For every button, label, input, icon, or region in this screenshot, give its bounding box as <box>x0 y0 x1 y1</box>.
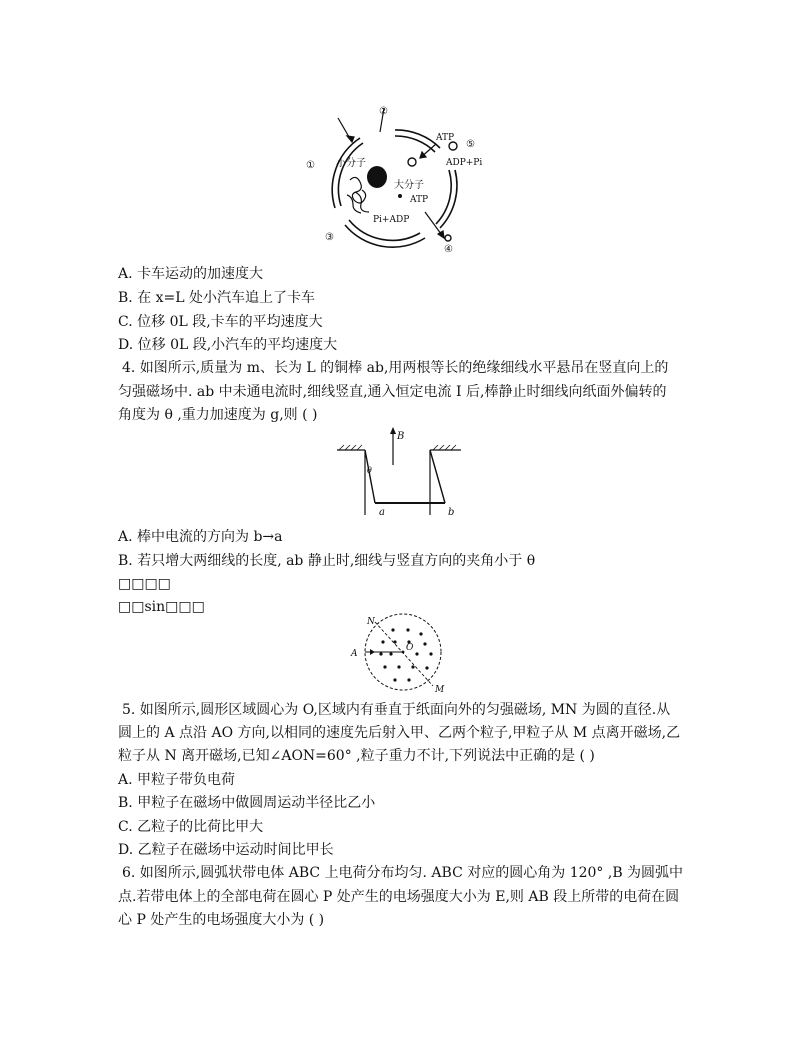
label-b-field: B <box>397 431 405 442</box>
q5-option-a: A. 甲粒子带负电荷 <box>118 772 236 788</box>
label-small-molecule: 小分子 <box>336 158 366 169</box>
label-n: N <box>367 617 375 627</box>
label-large-molecule: 大分子 <box>394 180 424 191</box>
label-n2: ② <box>379 106 388 117</box>
q6-stem-line-3: 心 P 处产生的电场强度大小为 ( ) <box>118 912 325 928</box>
label-b: b <box>448 507 455 518</box>
q5-option-d: D. 乙粒子在磁场中运动时间比甲长 <box>118 842 334 858</box>
label-o: O <box>406 643 414 653</box>
q5-stem-line-3: 粒子从 N 离开磁场,已知∠AON=60° ,粒子重力不计,下列说法中正确的是 ( ) <box>118 748 595 764</box>
q5-stem-line-2: 圆上的 A 点沿 AO 方向,以相同的速度先后射入甲、乙两个粒子,甲粒子从 M 点离开磁场,乙 <box>118 725 681 741</box>
label-n4: ④ <box>444 244 453 255</box>
q6-stem-line-2: 点.若带电体上的全部电荷在圆心 P 处产生的电场强度大小为 E,则 AB 段上所带的电荷在圆 <box>118 889 680 905</box>
hanging-rod-figure <box>335 425 465 520</box>
label-a-point: A <box>351 649 358 659</box>
label-m: M <box>435 685 445 695</box>
q5-option-c: C. 乙粒子的比荷比甲大 <box>118 819 264 835</box>
cell-transport-figure <box>300 100 500 260</box>
q4-garbled-line-1: □□□□ <box>118 576 171 592</box>
q6-stem-line-1: 6. 如图所示,圆弧状带电体 ABC 上电荷分布均匀. ABC 对应的圆心角为 120° ,B 为圆弧中 <box>122 865 684 881</box>
label-n3: ③ <box>325 232 334 243</box>
q4-garbled-line-2: □□sin□□□ <box>118 599 205 615</box>
q3-option-d: D. 位移 0L 段,小汽车的平均速度大 <box>118 337 338 353</box>
q4-option-b: B. 若只增大两细线的长度, ab 静止时,细线与竖直方向的夹角小于 θ <box>118 553 536 569</box>
q3-option-a: A. 卡车运动的加速度大 <box>118 266 264 282</box>
q5-stem-line-1: 5. 如图所示,圆形区域圆心为 O,区域内有垂直于纸面向外的匀强磁场, MN 为圆的直径.从 <box>122 702 671 718</box>
label-pi-adp: Pi+ADP <box>373 215 410 225</box>
q4-stem-line-2: 匀强磁场中. ab 中未通电流时,细线竖直,通入恒定电流 I 后,棒静止时细线向纸面外偏转的 <box>118 384 667 400</box>
label-a: a <box>379 507 385 518</box>
q4-option-a: A. 棒中电流的方向为 b→a <box>118 529 283 545</box>
label-adp-pi: ADP+Pi <box>446 158 483 168</box>
label-theta: θ <box>367 466 372 475</box>
q4-stem-line-1: 4. 如图所示,质量为 m、长为 L 的铜棒 ab,用两根等长的绝缘细线水平悬吊在竖直向上的 <box>122 360 669 376</box>
label-n1: ① <box>306 160 315 171</box>
label-n5: ⑤ <box>466 139 475 150</box>
label-atp-mid: ATP <box>410 195 429 205</box>
circular-field-figure <box>345 612 455 696</box>
q5-option-b: B. 甲粒子在磁场中做圆周运动半径比乙小 <box>118 795 376 811</box>
q4-stem-line-3: 角度为 θ ,重力加速度为 g,则 ( ) <box>118 407 318 423</box>
label-atp-top: ATP <box>436 133 455 143</box>
q3-option-b: B. 在 x=L 处小汽车追上了卡车 <box>118 290 316 306</box>
q3-option-c: C. 位移 0L 段,卡车的平均速度大 <box>118 314 323 330</box>
